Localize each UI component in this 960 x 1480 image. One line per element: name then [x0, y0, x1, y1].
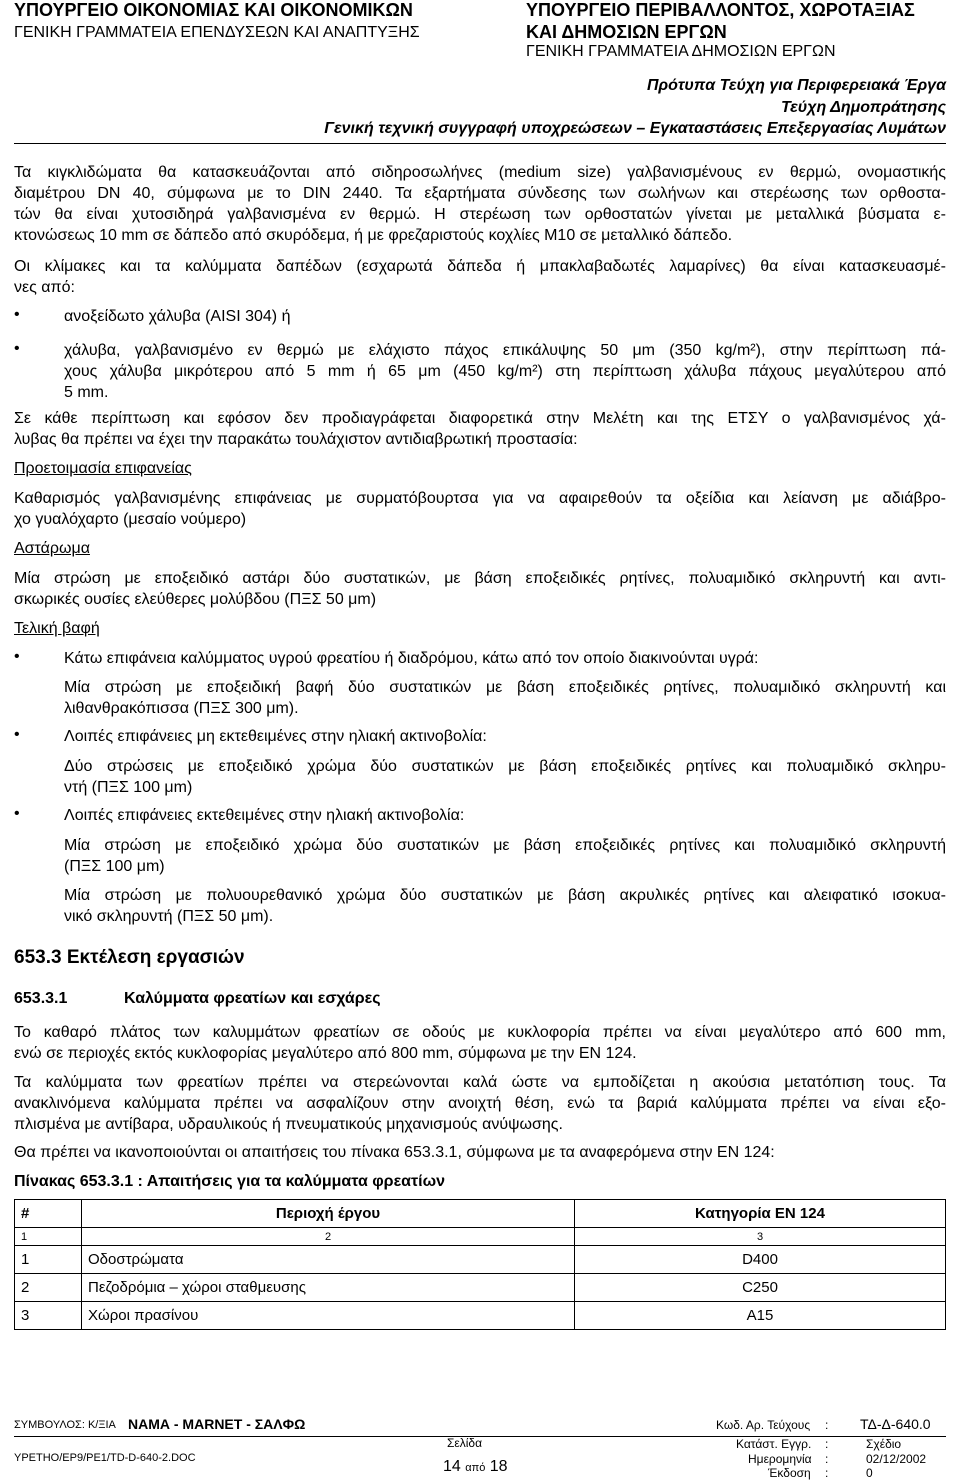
- paragraph-surface-prep: [14, 488, 946, 530]
- table-cell: 1: [15, 1246, 82, 1274]
- line: 5 mm.: [64, 384, 109, 401]
- line: Καθαρισμός γαλβανισμένης επιφάνειας με συρματόβουρτσα για να αφαιρεθούν τα οξείδια και λείανση με αδιάβρο-: [14, 490, 946, 507]
- line: Μία στρώση με εποξειδικό αστάρι δύο συστατικών, με βάση εποξειδικές ρητίνες, πολυαμιδικό σκληρυντή και αντι-: [14, 570, 946, 587]
- doc-series: Πρότυπα Τεύχη για Περιφερειακά Έργα: [646, 77, 946, 94]
- final-bullet-2-detail: [64, 756, 946, 798]
- table-header: #: [15, 1200, 82, 1228]
- line: χάλυβα, γαλβανισμένο εν θερμώ με ελάχιστο πάχος επικάλυψης 50 μm (350 kg/m²), στην περίπτωση πά-: [64, 342, 946, 359]
- paragraph-railings: [14, 162, 946, 246]
- advisor-name: ΝΑΜΑ - MARNET - ΣΑΛΦΩ: [128, 1416, 306, 1432]
- header-rule: [14, 143, 946, 144]
- final-bullet-1: Κάτω επιφάνεια καλύμματος υγρού φρεατίου ή διαδρόμου, κάτω από τον οποίο διακινούνται υγρά:: [64, 650, 759, 667]
- bullet-icon: •: [14, 648, 20, 665]
- ministry-title-right-1: ΥΠΟΥΡΓΕΙΟ ΠΕΡΙΒΑΛΛΟΝΤΟΣ, ΧΩΡΟΤΑΞΙΑΣ: [526, 0, 915, 20]
- line: κτονώσεως 10 mm σε δάπεδο από σκυρόδεμα, ή με φρεζαριστούς κοχλίες Μ10 σε μεταλλικό δάπεδο.: [14, 227, 733, 244]
- doc-status-value: Σχέδιο: [866, 1437, 902, 1451]
- paragraph-requirements: Θα πρέπει να ικανοποιούνται οι απαιτήσεις του πίνακα 653.3.1, σύμφωνα με τα αναφερόμενα στην EN 124:: [14, 1144, 775, 1161]
- doc-volume: Τεύχη Δημοπράτησης: [780, 99, 946, 116]
- table-cell: 2: [15, 1274, 82, 1302]
- final-bullet-3-detail: [64, 835, 946, 877]
- table-row: [15, 1246, 946, 1274]
- page-current: 14: [443, 1458, 461, 1475]
- page-label: Σελίδα: [447, 1436, 483, 1450]
- ministry-title-right-2: ΚΑΙ ΔΗΜΟΣΙΩΝ ΕΡΓΩΝ: [526, 22, 727, 42]
- table-header: Περιοχή έργου: [82, 1200, 575, 1228]
- table-cell: Χώροι πρασίνου: [82, 1302, 575, 1330]
- line: σκωρικές ουσίες ελεύθερες μολύβδου (ΠΞΣ 50 μm): [14, 591, 377, 608]
- doc-code-value: ΤΔ-Δ-640.0: [860, 1416, 931, 1432]
- table-header: Κατηγορία EN 124: [575, 1200, 946, 1228]
- line: ντή (ΠΞΣ 100 μm): [64, 779, 193, 796]
- line: Τα καλύμματα των φρεατίων πρέπει να στερεώνονται καλά ώστε να εμποδίζεται η ακούσια μετατόπιση τους. Τα: [14, 1074, 946, 1091]
- paragraph-protection: [14, 408, 946, 450]
- table-cell: 3: [15, 1302, 82, 1330]
- table-cell: A15: [575, 1302, 946, 1330]
- bullet-icon: •: [14, 726, 20, 743]
- heading-primer: Αστάρωμα: [14, 540, 90, 557]
- line: Οι κλίμακες και τα καλύμματα δαπέδων (εσχαρωτά δάπεδα ή μπακλαβαδωτές λαμαρίνες) θα είναι κατασκευασμέ-: [14, 258, 946, 275]
- paragraph-primer: [14, 568, 946, 610]
- paragraph-fixing: [14, 1072, 946, 1135]
- subsection-number: 653.3.1: [14, 990, 68, 1007]
- page-total: 18: [489, 1458, 508, 1475]
- line: Μία στρώση με εποξειδικό χρώμα δύο συστατικών με βάση εποξειδικές ρητίνες και πολυαμιδικό σκληρυντή: [64, 837, 946, 854]
- doc-subject: Γενική τεχνική συγγραφή υποχρεώσεων – Εγκαταστάσεις Επεξεργασίας Λυμάτων: [324, 120, 946, 137]
- page-of: από: [465, 1462, 486, 1474]
- doc-edition-label: Έκδοση: [768, 1466, 811, 1480]
- line: λιθανθρακόπισσα (ΠΞΣ 300 μm).: [64, 700, 299, 717]
- doc-code-label: Κωδ. Αρ. Τεύχους: [716, 1418, 811, 1432]
- ministry-title-left: ΥΠΟΥΡΓΕΙΟ ΟΙΚΟΝΟΜΙΑΣ ΚΑΙ ΟΙΚΟΝΟΜΙΚΩΝ: [14, 0, 413, 20]
- line: ανακλινόμενα καλύμματα πρέπει να ασφαλίζουν στην ανοιχτή θέση, ενώ τα βαριά καλύμματα πρέπει να είναι εξο-: [14, 1095, 946, 1112]
- doc-edition-value: 0: [866, 1466, 873, 1480]
- line: Το καθαρό πλάτος των καλυμμάτων φρεατίων σε οδούς με κυκλοφορία πρέπει να είναι μεγαλύτερο από 600 mm,: [14, 1024, 946, 1041]
- line: νες από:: [14, 279, 75, 296]
- final-bullet-3-extra: [64, 885, 946, 927]
- line: τών θα είναι χυτοσιδηρά γαλβανισμένα εν θερμώ. Η στερέωση των ορθοστατών γίνεται με μεταλλικά βύσματα ε-: [14, 206, 946, 223]
- table-row: [15, 1302, 946, 1330]
- subsection-title: Καλύμματα φρεατίων και εσχάρες: [124, 990, 381, 1007]
- bullet-icon: •: [14, 340, 20, 357]
- line: χους χάλυβα μικρότερου από 5 mm ή 65 μm (450 kg/m²) στη περίπτωση χάλυβα πάχους μεγαλύτερου από: [64, 363, 946, 380]
- line: χο γυαλόχαρτο (μεσαίο νούμερο): [14, 511, 247, 528]
- doc-date-label: Ημερομηνία: [748, 1452, 812, 1466]
- table-cell: 2: [82, 1228, 575, 1246]
- line: διαμέτρου DN 40, σύμφωνα με το DIN 2440. Τα εξαρτήματα σύνδεσης των σωλήνων και στερέωσης των ορθοστα-: [14, 185, 946, 202]
- table-index-row: [15, 1228, 946, 1246]
- table-cell: D400: [575, 1246, 946, 1274]
- doc-status-label: Κατάστ. Εγγρ.: [736, 1437, 812, 1451]
- line: (ΠΞΣ 100 μm): [64, 858, 165, 875]
- line: πλισμένα με αντίβαρα, υδραυλικούς ή πνευματικούς μηχανισμούς ανύψωσης.: [14, 1116, 563, 1133]
- table-cell: C250: [575, 1274, 946, 1302]
- paragraph-stairs: [14, 256, 946, 298]
- advisor-label: ΣΥΜΒΟΥΛΟΣ: Κ/ΞΙΑ: [14, 1419, 116, 1431]
- line: Μία στρώση με εποξειδική βαφή δύο συστατικών με βάση εποξειδικές ρητίνες, πολυαμιδικό σκληρυντή και: [64, 679, 946, 696]
- table-caption: Πίνακας 653.3.1 : Απαιτήσεις για τα καλύμματα φρεατίων: [14, 1173, 445, 1190]
- table-cell: Πεζοδρόμια – χώροι σταθμευσης: [82, 1274, 575, 1302]
- secretariat-left: ΓΕΝΙΚΗ ΓΡΑΜΜΑΤΕΙΑ ΕΠΕΝΔΥΣΕΩΝ ΚΑΙ ΑΝΑΠΤΥΞΗΣ: [14, 24, 420, 41]
- line: νικό σκληρυντή (ΠΞΣ 50 μm).: [64, 908, 274, 925]
- final-bullet-1-detail: [64, 677, 946, 719]
- final-bullet-3: Λοιπές επιφάνειες εκτεθειμένες στην ηλιακή ακτινοβολία:: [64, 807, 465, 824]
- table-header-row: [15, 1200, 946, 1228]
- bullet-icon: •: [14, 306, 20, 323]
- section-title: 653.3 Εκτέλεση εργασιών: [14, 947, 245, 968]
- page-number: [443, 1458, 508, 1476]
- line: ενώ σε περιοχές εκτός κυκλοφορίας μεγαλύτερο από 800 mm, σύμφωνα με την EN 124.: [14, 1045, 637, 1062]
- bullet-icon: •: [14, 805, 20, 822]
- line: Σε κάθε περίπτωση και εφόσον δεν προδιαγράφεται διαφορετικά στην Μελέτη και της ΕΤΣΥ ο γαλβανισμένος χά-: [14, 410, 946, 427]
- colon: :: [825, 1452, 829, 1466]
- colon: :: [825, 1437, 829, 1451]
- bullet-galvanized: [64, 340, 946, 403]
- line: Μία στρώση με πολυουρεθανικό χρώμα δύο συστατικών με βάση ακρυλικές ρητίνες και αλειφατικό ισοκυα-: [64, 887, 946, 904]
- line: λυβας θα πρέπει να έχει την παρακάτω τουλάχιστον αντιδιαβρωτική προστασία:: [14, 431, 578, 448]
- heading-surface-prep: Προετοιμασία επιφανείας: [14, 460, 192, 477]
- table-cell: 3: [575, 1228, 946, 1246]
- line: Δύο στρώσεις με εποξειδικό χρώμα δύο συστατικών με βάση εποξειδικές ρητίνες και πολυαμιδικό σκληρυ-: [64, 758, 946, 775]
- table-cell: 1: [15, 1228, 82, 1246]
- document-filename: ΥΡΕΤΗΟ/ΕΡ9/ΡΕ1/TD-D-640-2.DOC: [14, 1452, 196, 1464]
- heading-final-coat: Τελική βαφή: [14, 620, 100, 637]
- colon: :: [825, 1466, 829, 1480]
- secretariat-right: ΓΕΝΙΚΗ ΓΡΑΜΜΑΤΕΙΑ ΔΗΜΟΣΙΩΝ ΕΡΓΩΝ: [526, 43, 836, 60]
- requirements-table: [14, 1199, 946, 1330]
- colon: :: [825, 1418, 829, 1432]
- bullet-stainless: ανοξείδωτο χάλυβα (AISI 304) ή: [64, 308, 291, 325]
- table-cell: Οδοστρώματα: [82, 1246, 575, 1274]
- line: Τα κιγκλιδώματα θα κατασκευάζονται από σιδηροσωλήνες (medium size) γαλβανισμένους εν θερμώ, ονομαστικής: [14, 164, 946, 181]
- table-row: [15, 1274, 946, 1302]
- paragraph-width: [14, 1022, 946, 1064]
- doc-date-value: 02/12/2002: [866, 1452, 927, 1466]
- final-bullet-2: Λοιπές επιφάνειες μη εκτεθειμένες στην ηλιακή ακτινοβολία:: [64, 728, 487, 745]
